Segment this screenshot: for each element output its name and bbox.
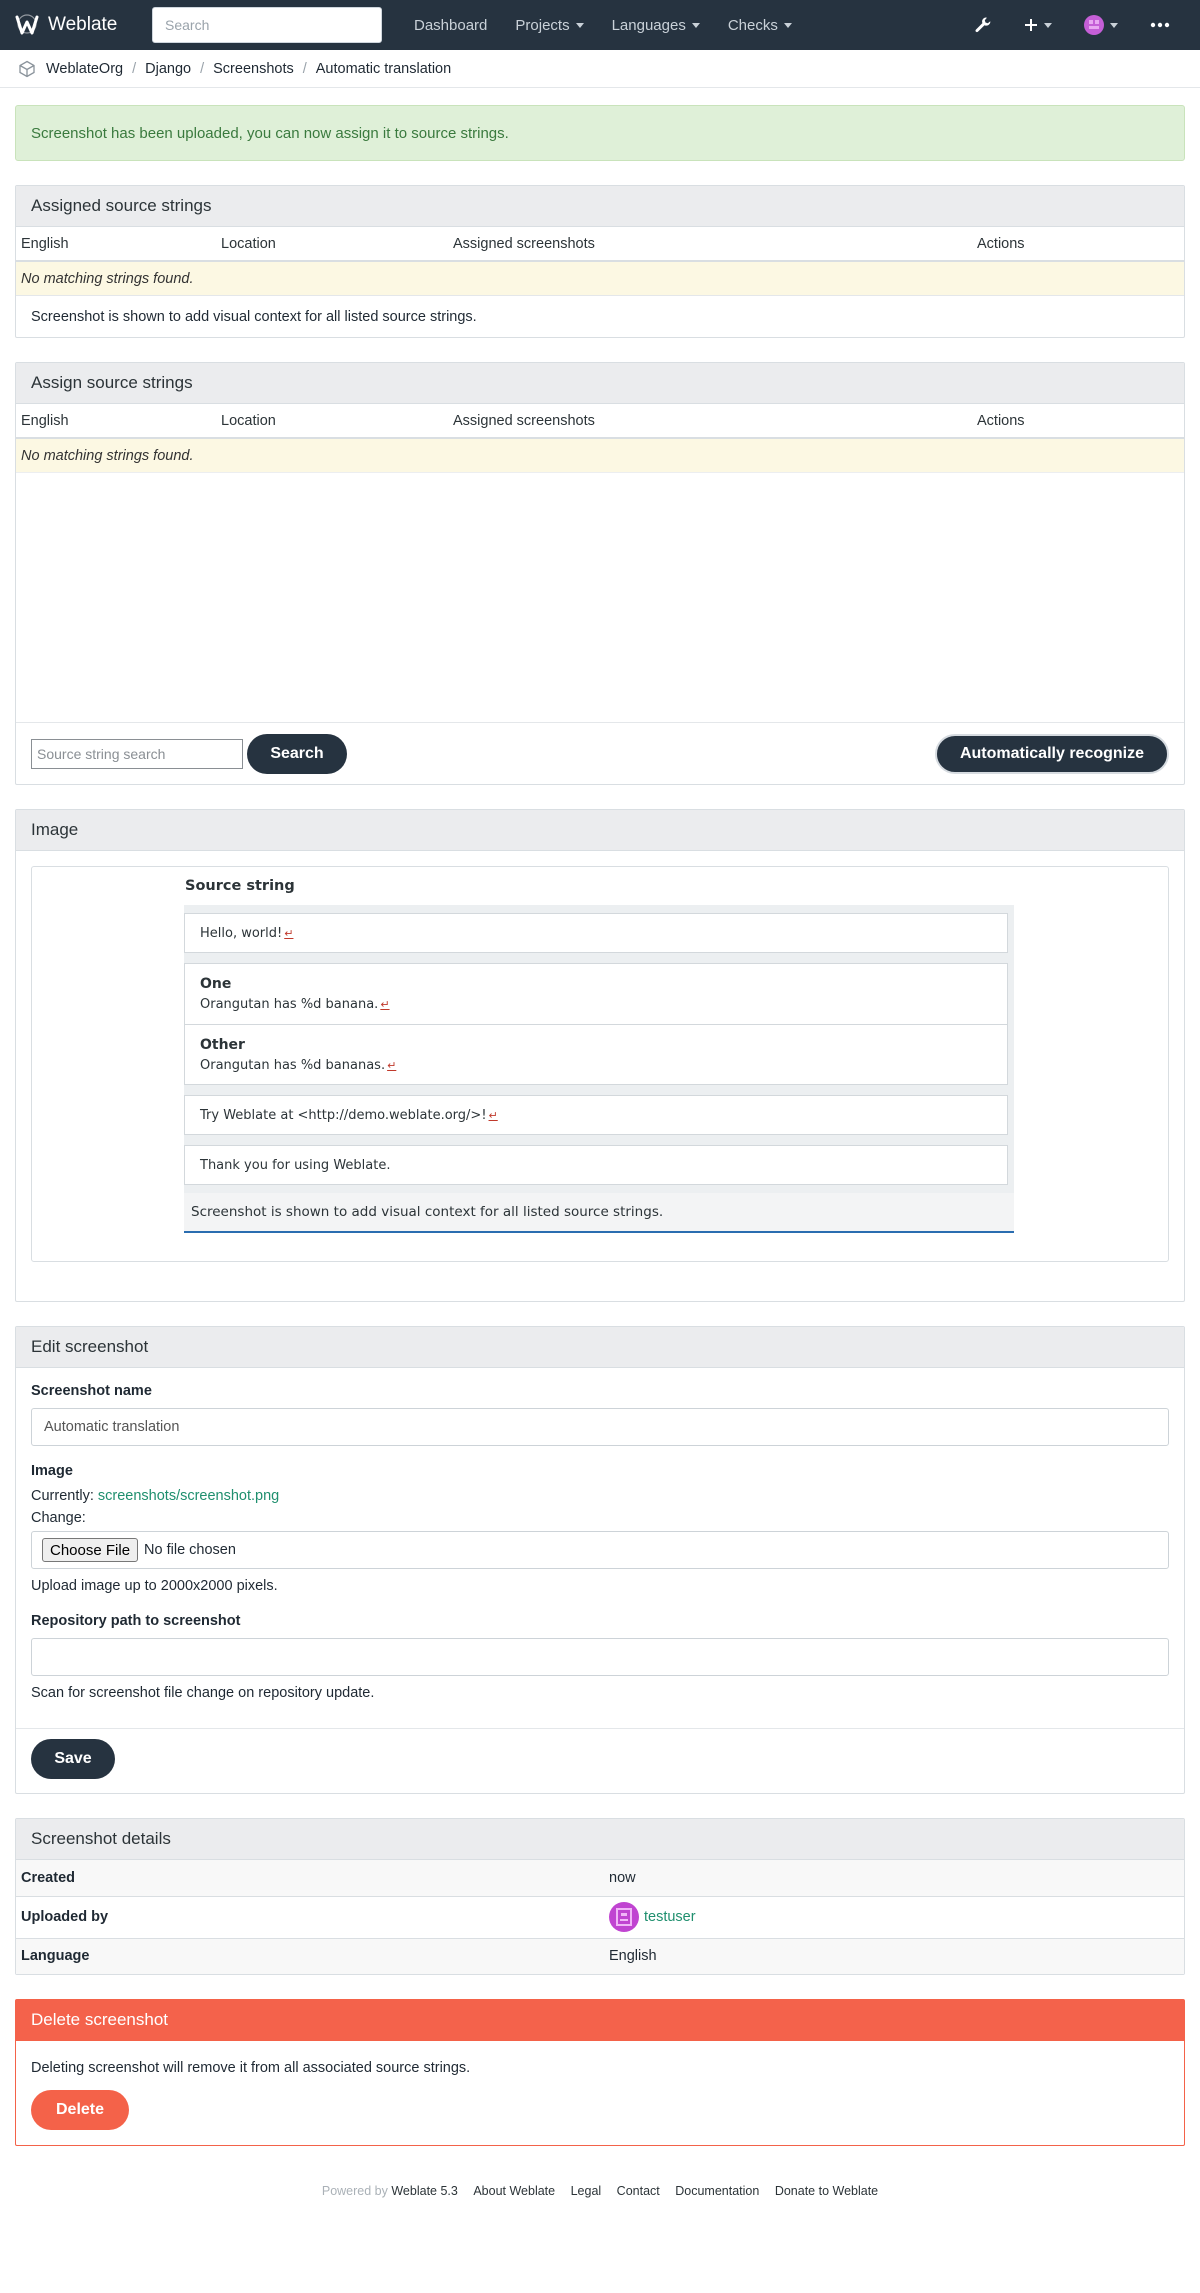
shot-row	[185, 1146, 1007, 1184]
user-menu-button[interactable]	[1068, 0, 1134, 50]
weblate-logo-icon	[14, 14, 40, 36]
col-location: Location	[216, 404, 448, 438]
footer-about-link[interactable]: About Weblate	[473, 2184, 556, 2198]
repo-help-text: Scan for screenshot file change on repository update.	[31, 1685, 375, 1701]
automatically-recognize-button[interactable]: Automatically recognize	[935, 734, 1169, 774]
delete-body	[16, 2041, 1184, 2145]
shot-body	[184, 905, 1014, 1193]
currently-label: Currently:	[31, 1488, 94, 1504]
avatar-icon	[1084, 15, 1104, 35]
current-file-link[interactable]: screenshots/screenshot.png	[97, 1488, 280, 1504]
nav-languages[interactable]	[598, 0, 714, 50]
footer-legal-link[interactable]: Legal	[570, 2184, 602, 2198]
caret-down-icon	[1110, 23, 1118, 28]
breadcrumb	[0, 50, 1200, 88]
shot-text-line	[200, 926, 992, 941]
breadcrumb-screenshots[interactable]: Screenshots	[213, 60, 294, 77]
shot-card-hello	[184, 913, 1008, 953]
col-english: English	[16, 227, 216, 261]
shot-row	[185, 964, 1007, 1024]
empty-row: No matching strings found.	[16, 261, 1184, 295]
shot-thanks-text: Thank you for using Weblate.	[200, 1157, 391, 1173]
shot-text-line	[200, 997, 992, 1012]
screenshot-image	[31, 866, 1169, 1262]
shot-card-try	[184, 1095, 1008, 1135]
current-file	[31, 1488, 1169, 1504]
nav-projects[interactable]	[501, 0, 597, 50]
wrench-icon	[974, 16, 992, 34]
repo-path-input[interactable]	[31, 1638, 1169, 1676]
assign-strings-title: Assign source strings	[16, 363, 1184, 404]
created-label: Created	[16, 1860, 604, 1896]
navbar	[0, 0, 1200, 50]
breadcrumb-separator: /	[200, 60, 205, 77]
assigned-strings-table	[16, 227, 1184, 295]
shot-try-text: Try Weblate at <http://demo.weblate.org/>!	[200, 1107, 487, 1123]
brand[interactable]	[14, 14, 152, 36]
breadcrumb-django[interactable]: Django	[145, 60, 192, 77]
screenshot-name-label: Screenshot name	[31, 1383, 152, 1399]
breadcrumb-separator: /	[132, 60, 137, 77]
plural-other-label: Other	[200, 1036, 245, 1053]
project-icon	[18, 60, 36, 78]
powered-by-text: Powered by	[321, 2184, 388, 2198]
edit-screenshot-panel	[15, 1326, 1185, 1794]
col-actions: Actions	[972, 227, 1184, 261]
details-row-language	[16, 1938, 1184, 1974]
wrench-button[interactable]	[958, 0, 1008, 50]
newline-icon: ↵	[488, 1108, 498, 1122]
shot-footer: Screenshot is shown to add visual context for all listed source strings.	[184, 1193, 1014, 1233]
caret-down-icon	[1044, 23, 1052, 28]
image-body	[16, 851, 1184, 1301]
image-panel	[15, 809, 1185, 1302]
shot-spacer	[184, 1185, 1008, 1193]
choose-file-button[interactable]: Choose File	[42, 1538, 138, 1562]
shot-heading: Source string	[185, 878, 295, 894]
delete-screenshot-panel	[15, 1999, 1185, 2146]
nav-right	[958, 0, 1186, 50]
brand-name: Weblate	[48, 14, 118, 35]
assign-strings-panel	[15, 362, 1185, 785]
repo-path-label: Repository path to screenshot	[31, 1613, 241, 1629]
edit-screenshot-title: Edit screenshot	[16, 1327, 1184, 1368]
created-value: now	[604, 1860, 1184, 1896]
plural-other-text: Orangutan has %d bananas.	[200, 1057, 386, 1073]
delete-warning-text: Deleting screenshot will remove it from all associated source strings.	[31, 2060, 471, 2076]
language-label: Language	[16, 1938, 604, 1974]
caret-down-icon	[784, 23, 792, 28]
search-button[interactable]: Search	[247, 734, 347, 774]
col-assigned-screenshots: Assigned screenshots	[448, 227, 972, 261]
no-file-text: No file chosen	[144, 1542, 236, 1558]
plural-one-label: One	[200, 976, 232, 992]
col-english: English	[16, 404, 216, 438]
assigned-strings-title: Assigned source strings	[16, 186, 1184, 227]
language-value: English	[604, 1938, 1184, 1974]
assigned-strings-panel	[15, 185, 1185, 338]
breadcrumb-separator: /	[302, 60, 307, 77]
screenshot-name-input[interactable]	[31, 1408, 1169, 1446]
newline-icon: ↵	[380, 998, 390, 1011]
caret-down-icon	[692, 23, 700, 28]
col-assigned-screenshots: Assigned screenshots	[448, 404, 972, 438]
uploaded-label: Uploaded by	[16, 1896, 604, 1938]
source-string-search-input[interactable]	[31, 739, 243, 769]
main-container	[0, 105, 1200, 2198]
page-footer	[15, 2184, 1185, 2198]
assign-strings-table	[16, 404, 1184, 472]
nav-projects-label: Projects	[515, 16, 570, 34]
details-row-created	[16, 1860, 1184, 1896]
save-button[interactable]: Save	[31, 1739, 115, 1779]
uploader-link[interactable]: testuser	[644, 1909, 696, 1925]
screenshot-details-panel	[15, 1818, 1185, 1975]
footer-contact-link[interactable]: Contact	[616, 2184, 660, 2198]
success-alert: Screenshot has been uploaded, you can now assign it to source strings.	[15, 105, 1185, 161]
assign-search-bar	[16, 722, 1184, 784]
shot-row	[185, 914, 1007, 952]
breadcrumb-weblateorg[interactable]: WeblateOrg	[46, 60, 124, 77]
shot-text-line	[200, 1058, 992, 1073]
newline-icon: ↵	[387, 1058, 397, 1072]
results-area	[16, 472, 1184, 722]
shot-hello-text: Hello, world!	[200, 925, 283, 941]
details-row-uploaded	[16, 1896, 1184, 1938]
breadcrumb-current[interactable]: Automatic translation	[315, 60, 452, 77]
nav-dashboard-label: Dashboard	[414, 16, 488, 34]
change-label: Change:	[31, 1510, 86, 1526]
uploaded-cell	[604, 1896, 1184, 1938]
uploader	[609, 1902, 1179, 1932]
col-location: Location	[216, 227, 448, 261]
delete-screenshot-title: Delete screenshot	[16, 2000, 1184, 2041]
more-icon	[1150, 22, 1170, 28]
screenshot-details-title: Screenshot details	[16, 1819, 1184, 1860]
nav-dashboard[interactable]	[400, 0, 501, 50]
empty-row: No matching strings found.	[16, 438, 1184, 472]
shot-row	[185, 1024, 1007, 1084]
shot-row	[185, 1096, 1007, 1134]
add-menu-button[interactable]	[1008, 0, 1068, 50]
nav-checks[interactable]	[714, 0, 806, 50]
details-table	[16, 1860, 1184, 1974]
footer-documentation-link[interactable]: Documentation	[675, 2184, 760, 2198]
image-label: Image	[31, 1463, 73, 1479]
search-input[interactable]	[152, 7, 382, 43]
user-avatar-icon	[609, 1902, 639, 1932]
shot-card-thanks	[184, 1145, 1008, 1185]
caret-down-icon	[576, 23, 584, 28]
plus-icon	[1024, 18, 1038, 32]
assigned-note: Screenshot is shown to add visual context for all listed source strings.	[16, 295, 1184, 337]
screenshot-content	[184, 867, 1014, 1233]
file-input[interactable]	[31, 1531, 1169, 1569]
plural-one-text: Orangutan has %d banana.	[200, 997, 379, 1012]
shot-text-line	[200, 1108, 992, 1123]
image-title: Image	[16, 810, 1184, 851]
delete-button[interactable]: Delete	[31, 2090, 129, 2130]
edit-form	[16, 1368, 1184, 1701]
footer-version-link[interactable]: Weblate 5.3	[391, 2184, 458, 2198]
nav-languages-label: Languages	[611, 16, 686, 34]
nav-checks-label: Checks	[727, 16, 778, 34]
image-help-text: Upload image up to 2000x2000 pixels.	[31, 1578, 278, 1594]
edit-form-footer	[16, 1728, 1184, 1793]
more-menu-button[interactable]	[1134, 0, 1186, 50]
shot-card-plural	[184, 963, 1008, 1085]
footer-donate-link[interactable]: Donate to Weblate	[774, 2184, 879, 2198]
newline-icon: ↵	[284, 926, 294, 940]
col-actions: Actions	[972, 404, 1184, 438]
